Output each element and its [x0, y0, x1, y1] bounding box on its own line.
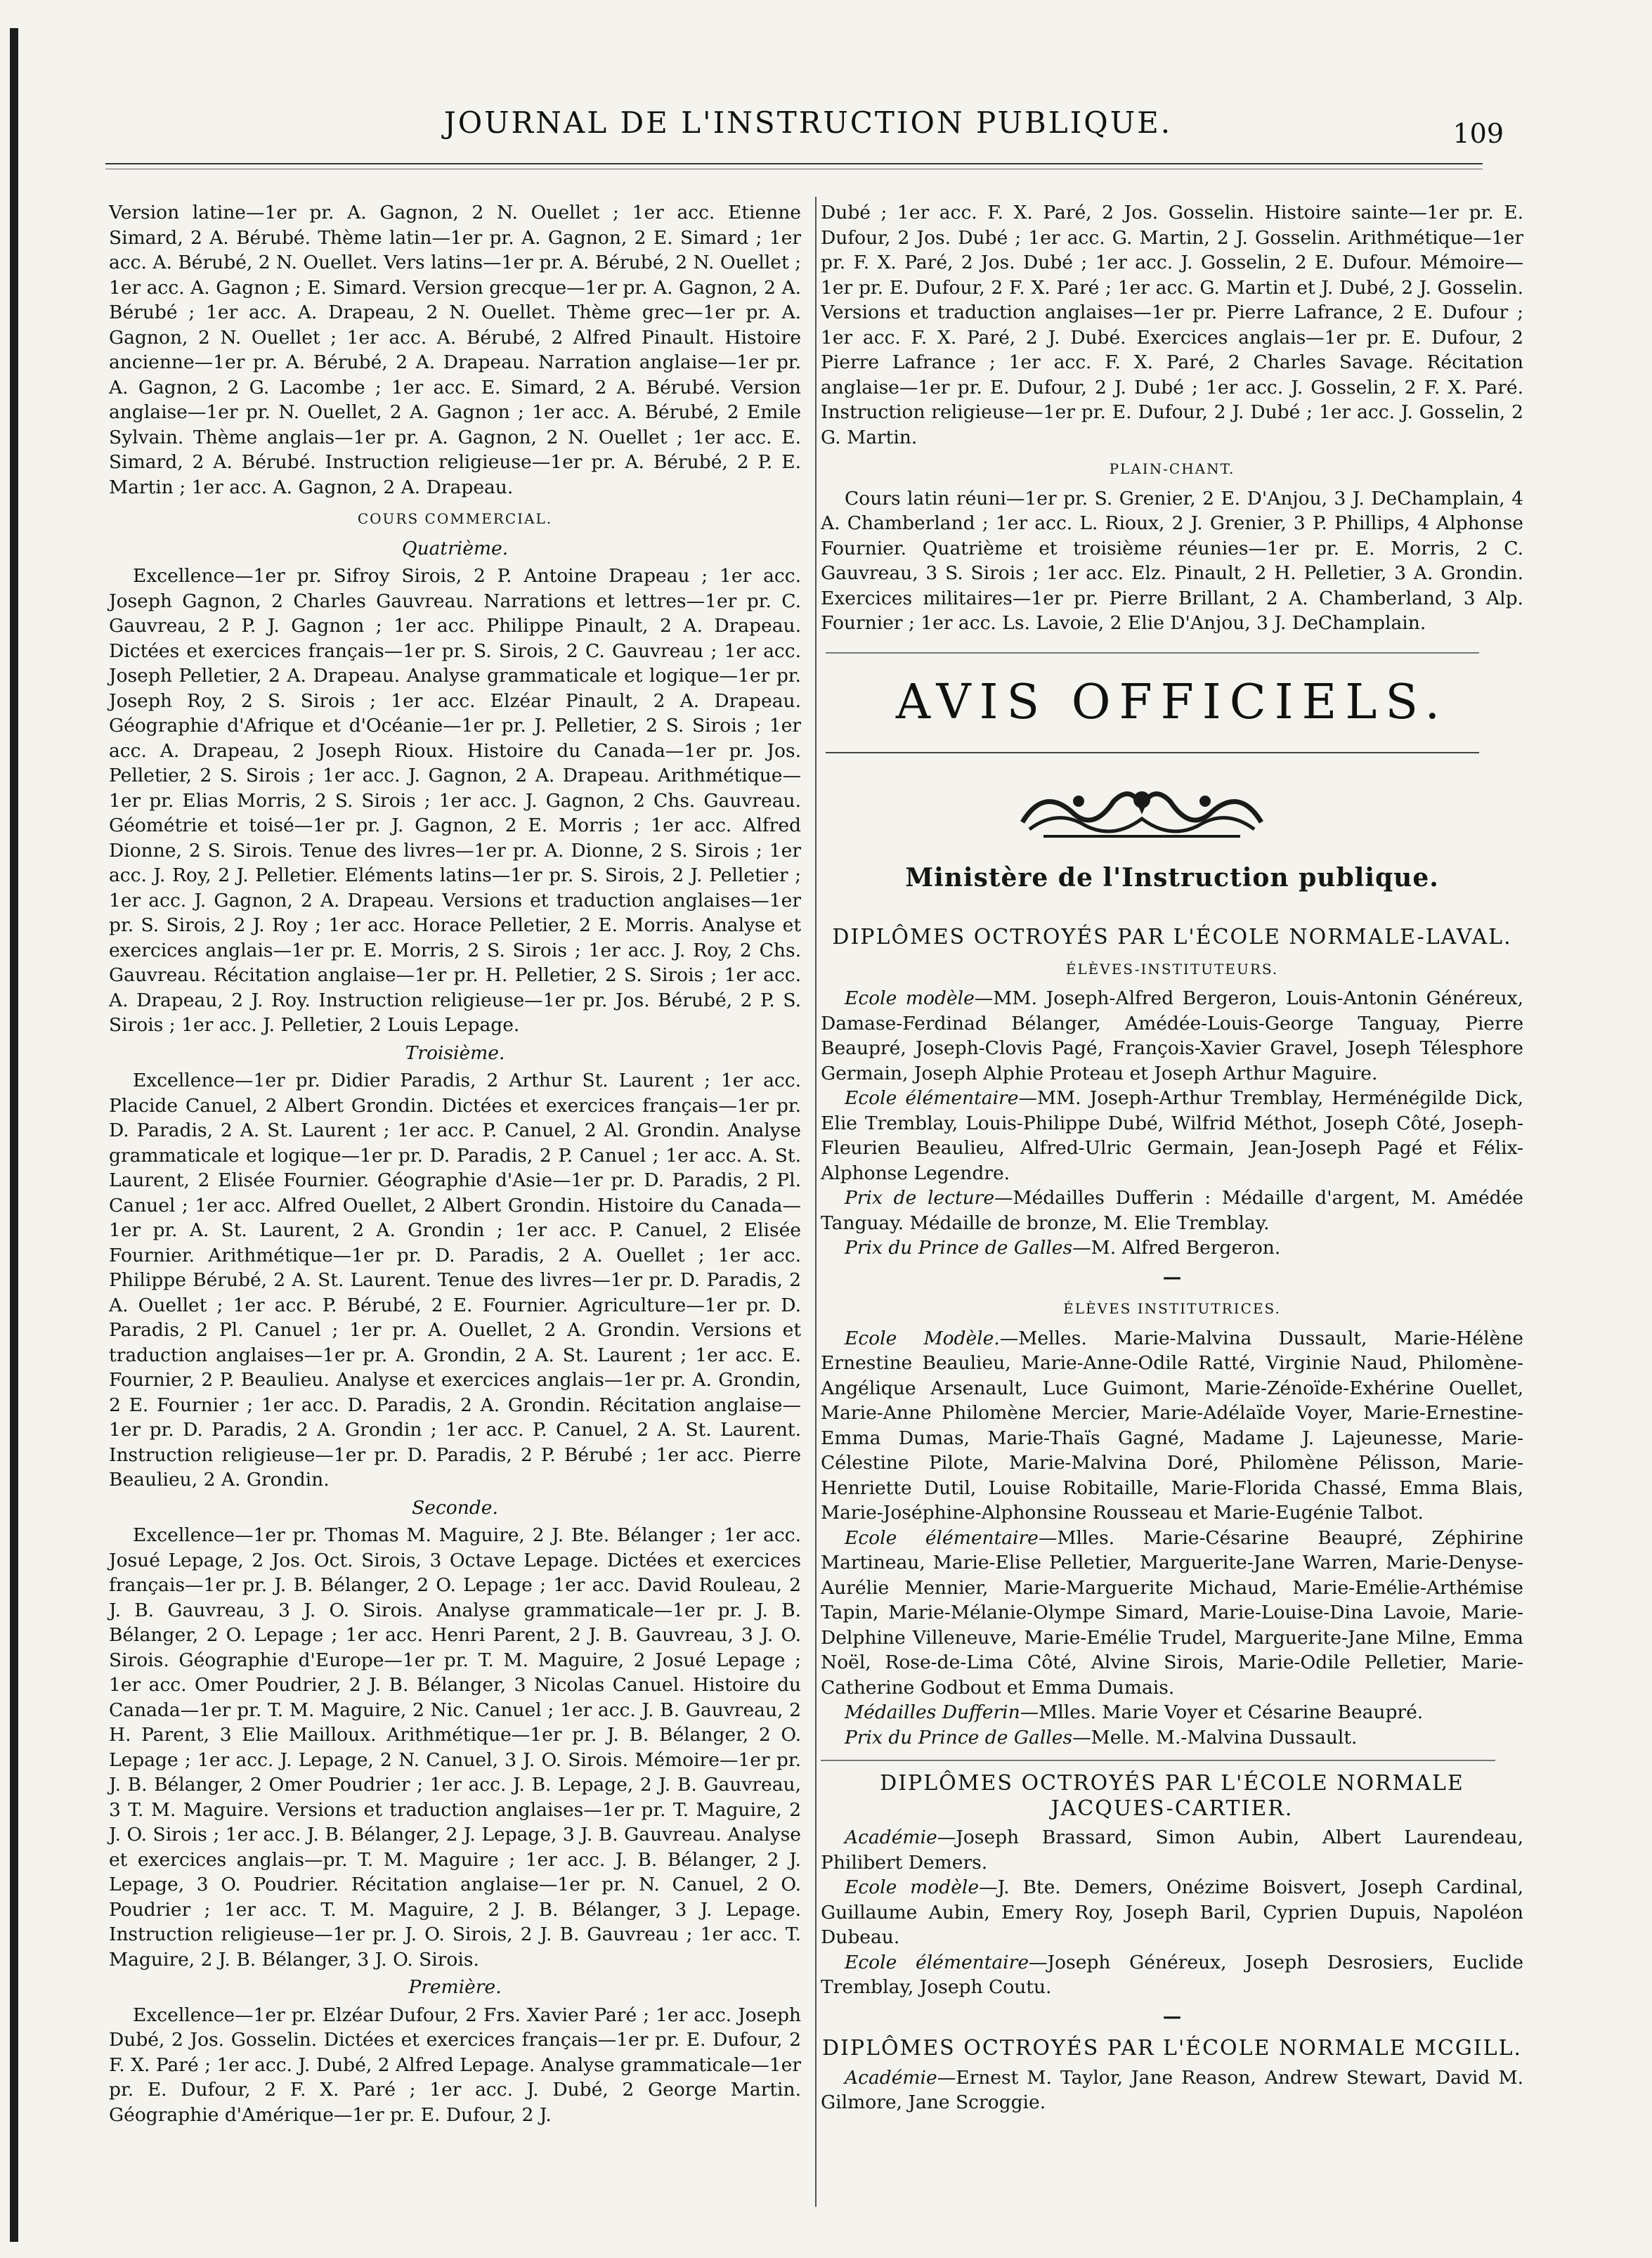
label-prix-prince: Prix du Prince de Galles — [845, 1237, 1073, 1259]
cours-commercial-heading: COURS COMMERCIAL. — [357, 510, 553, 527]
troisieme-heading: Troisième. — [405, 1042, 505, 1064]
quatrieme-heading: Quatrième. — [401, 537, 509, 559]
jc-modele-names: —J. Bte. Demers, Onézime Boisvert, Joseph Cardinal, Guillaume Aubin, Emery Roy, Joseph Baril, Cyprien Dupuis, Napoléon Dubeau. — [821, 1876, 1523, 1948]
laval-elementaire-names: —MM. Joseph-Arthur Tremblay, Herménégilde Dick, Elie Tremblay, Louis-Philippe Dubé, Wilfrid Méthot, Joseph Côté, Joseph-Fleurien Beaulieu, Alfred-Ulric Germain, Jean-Joseph Pagé et Félix-Alphonse Legendre. — [821, 1087, 1523, 1184]
premiere-heading: Première. — [408, 1976, 502, 1998]
f-prix-prince-paragraph — [821, 1725, 1523, 1751]
f-modele-paragraph — [821, 1326, 1523, 1526]
ornament-icon — [1015, 780, 1268, 843]
label-jc-academie: Académie — [845, 1826, 937, 1848]
f-prix-prince-names: —Melle. M.-Malvina Dussault. — [1072, 1726, 1358, 1748]
premiere-continuation-paragraph: Dubé ; 1er acc. F. X. Paré, 2 Jos. Gosselin. Histoire sainte—1er pr. E. Dufour, 2 Jos. Dubé ; 1er acc. G. Martin, 2 J. Gosselin. Arithmétique—1er pr. F. X. Paré, 2 Jos. Dubé ; 1er acc. J. Gosselin, 2 E. Dufour. Mémoire—1er pr. E. Dufour, 2 F. X. Paré ; 1er acc. G. Martin et J. Dubé, 2 J. Gosselin. Versions et traduction anglaises—1er pr. Pierre Lafrance, 2 E. Dufour ; 1er acc. F. X. Paré, 2 J. Dubé. Exercices anglais—1er pr. E. Dufour, 2 Pierre Lafrance ; 1er acc. F. X. Paré, 2 Charles Savage. Récitation anglaise—1er pr. E. Dufour, 2 J. Dubé ; 1er acc. J. Gosselin, 2 F. X. Paré. Instruction religieuse—1er pr. E. Dufour, 2 J. Dubé ; 1er acc. J. Gosselin, 2 G. Martin. — [821, 202, 1523, 448]
plain-chant-paragraph: Cours latin réuni—1er pr. S. Grenier, 2 E. D'Anjou, 3 J. DeChamplain, 4 A. Chamberland ; 1er acc. L. Rioux, 2 J. Grenier, 3 P. Phillips, 4 Alphonse Fournier. Quatrième et troisième réunies—1er pr. E. Morris, 2 C. Gauvreau, 3 S. Sirois ; 1er acc. Elz. Pinault, 2 H. Pelletier, 3 A. Grondin. Exercices militaires—1er pr. Pierre Brillant, 2 A. Chamberland, 3 Alp. Fournier ; 1er acc. Ls. Lavoie, 2 Elie D'Anjou, 3 J. DeChamplain. — [821, 487, 1523, 634]
laval-modele-paragraph — [821, 986, 1523, 1086]
laval-modele-names: —MM. Joseph-Alfred Bergeron, Louis-Antonin Généreux, Damase-Ferdinad Bélanger, Amédée-Louis-George Tanguay, Pierre Beaupré, Joseph-Clovis Pagé, François-Xavier Gravel, Joseph Télesphore Germain, Joseph Alphie Proteau et Joseph Arthur Maguire. — [821, 987, 1523, 1084]
troisieme-paragraph: Excellence—1er pr. Didier Paradis, 2 Arthur St. Laurent ; 1er acc. Placide Canuel, 2 Albert Grondin. Dictées et exercices français—1er pr. D. Paradis, 2 A. St. Laurent ; 1er acc. P. Canuel, 2 Al. Grondin. Analyse grammaticale et logique—1er pr. D. Paradis, 2 P. Canuel ; 1er acc. A. St. Laurent, 2 Elisée Fournier. Géographie d'Asie—1er pr. D. Paradis, 2 Pl. Canuel ; 1er acc. Alfred Ouellet, 2 Albert Grondin. Histoire du Canada—1er pr. A. St. Laurent, 2 A. Grondin ; 1er acc. P. Canuel, 2 Elisée Fournier. Arithmétique—1er pr. D. Paradis, 2 A. Ouellet ; 1er acc. Philippe Bérubé, 2 A. St. Laurent. Tenue des livres—1er pr. D. Paradis, 2 A. Ouellet ; 1er acc. P. Bérubé, 2 E. Fournier. Agriculture—1er pr. D. Paradis, 2 Pl. Canuel ; 1er pr. A. Ouellet, 2 A. Grondin. Versions et traduction anglaises—1er pr. A. Grondin, 2 A. St. Laurent ; 1er acc. E. Fournier, 2 P. Beaulieu. Analyse et exercices anglais—1er pr. A. Grondin, 2 E. Fournier ; 1er acc. D. Paradis, 2 A. Grondin. Récitation anglaise—1er pr. D. Paradis, 2 A. Grondin ; 1er acc. P. Canuel, 2 A. St. Laurent. Instruction religieuse—1er pr. D. Paradis, 2 P. Bérubé ; 1er acc. Pierre Beaulieu, 2 A. Grondin. — [109, 1070, 801, 1491]
f-medailles-paragraph — [821, 1700, 1523, 1725]
premiere-paragraph: Excellence—1er pr. Elzéar Dufour, 2 Frs. Xavier Paré ; 1er acc. Joseph Dubé, 2 Jos. Gosselin. Dictées et exercices français—1er pr. E. Dufour, 2 F. X. Paré ; 1er acc. J. Dubé, 2 Alfred Lepage. Analyse grammaticale—1er pr. E. Dufour, 2 F. X. Paré ; 1er acc. J. Dubé, 2 George Martin. Géographie d'Amérique—1er pr. E. Dufour, 2 J. — [109, 2004, 801, 2126]
f-elementaire-paragraph — [821, 1526, 1523, 1701]
prix-lecture-names: —Médailles Dufferin : Médaille d'argent, M. Amédée Tanguay. Médaille de bronze, M. Elie Tremblay. — [821, 1187, 1523, 1234]
page-number: 109 — [1452, 118, 1504, 149]
jc-modele-paragraph — [821, 1875, 1523, 1950]
mcgill-heading: DIPLÔMES OCTROYÉS PAR L'ÉCOLE NORMALE MCGILL. — [821, 2036, 1523, 2061]
label-jc-modele: Ecole modèle — [845, 1876, 980, 1898]
quatrieme-paragraph: Excellence—1er pr. Sifroy Sirois, 2 P. Antoine Drapeau ; 1er acc. Joseph Gagnon, 2 Charles Gauvreau. Narrations et lettres—1er pr. C. Gauvreau, 2 P. J. Gagnon ; 1er acc. Philippe Pinault, 2 A. Drapeau. Dictées et exercices français—1er pr. S. Sirois, 2 C. Gauvreau ; 1er acc. Joseph Pelletier, 2 A. Drapeau. Analyse grammaticale et logique—1er pr. Joseph Roy, 2 S. Sirois ; 1er acc. Elzéar Pinault, 2 A. Drapeau. Géographie d'Afrique et d'Océanie—1er pr. J. Pelletier, 2 S. Sirois ; 1er acc. A. Drapeau, 2 Joseph Rioux. Histoire du Canada—1er pr. Jos. Pelletier, 2 S. Sirois ; 1er acc. J. Gagnon, 2 A. Drapeau. Arithmétique—1er pr. Elias Morris, 2 S. Sirois ; 1er acc. J. Gagnon, 2 Chs. Gauvreau. Géométrie et toisé—1er pr. J. Gagnon, 2 E. Morris ; 1er acc. Alfred Dionne, 2 S. Sirois. Tenue des livres—1er pr. A. Dionne, 2 S. Sirois ; 1er acc. J. Roy, 2 J. Pelletier. Eléments latins—1er pr. S. Sirois, 2 J. Pelletier ; 1er acc. J. Gagnon, 2 A. Drapeau. Versions et traduction anglaises—1er pr. S. Sirois, 2 J. Roy ; 1er acc. Horace Pelletier, 2 E. Morris. Analyse et exercices anglais—1er pr. E. Morris, 2 S. Sirois ; 1er acc. J. Roy, 2 Chs. Gauvreau. Récitation anglaise—1er pr. H. Pelletier, 2 S. Sirois ; 1er acc. A. Drapeau, 2 J. Roy. Instruction religieuse—1er pr. Jos. Bérubé, 2 P. S. Sirois ; 1er acc. J. Pelletier, 2 Louis Lepage. — [109, 565, 801, 1036]
eleves-instituteurs-heading: ÉLÈVES-INSTITUTEURS. — [1065, 960, 1279, 978]
dash-separator: — — [1162, 1266, 1182, 1288]
f-medailles-names: —Mlles. Marie Voyer et Césarine Beaupré. — [1020, 1701, 1424, 1723]
label-f-medailles: Médailles Dufferin — [845, 1701, 1020, 1723]
label-ecole-elementaire: Ecole élémentaire — [845, 1087, 1019, 1109]
avis-officiels-title: AVIS OFFICIELS. — [895, 675, 1449, 730]
seconde-heading: Seconde. — [412, 1496, 498, 1519]
label-f-ecole-modele: Ecole Modèle. — [845, 1327, 1000, 1349]
jc-academie-names: —Joseph Brassard, Simon Aubin, Albert Laurendeau, Philibert Demers. — [821, 1826, 1523, 1874]
page-binding-edge — [10, 28, 18, 2242]
f-elementaire-names: —Mlles. Marie-Césarine Beaupré, Zéphirine Martineau, Marie-Elise Pelletier, Marguerite-Jane Warren, Marie-Denyse-Aurélie Mennier, Marie-Marguerite Michaud, Marie-Emélie-Arthémise Tapin, Marie-Mélanie-Olympe Simard, Marie-Louise-Dina Lavoie, Marie-Delphine Villeneuve, Marie-Emélie Trudel, Marguerite-Jane Milne, Emma Noël, Rose-de-Lima Côté, Alvine Sirois, Marie-Odile Pelletier, Marie-Catherine Godbout et Emma Dumais. — [821, 1526, 1523, 1699]
jc-elementaire-paragraph — [821, 1950, 1523, 2000]
classics-prizes-paragraph: Version latine—1er pr. A. Gagnon, 2 N. Ouellet ; 1er acc. Etienne Simard, 2 A. Bérubé. Thème latin—1er pr. A. Gagnon, 2 E. Simard ; 1er acc. A. Bérubé, 2 N. Ouellet. Vers latins—1er pr. A. Bérubé, 2 N. Ouellet ; 1er acc. A. Gagnon ; E. Simard. Version grecque—1er pr. A. Gagnon, 2 A. Bérubé ; 1er acc. A. Drapeau, 2 N. Ouellet. Thème grec—1er pr. A. Gagnon, 2 N. Ouellet ; 1er acc. A. Bérubé, 2 Alfred Pinault. Histoire ancienne—1er pr. A. Bérubé, 2 A. Drapeau. Narration anglaise—1er pr. A. Gagnon, 2 G. Lacombe ; 1er acc. E. Simard, 2 A. Bérubé. Version anglaise—1er pr. N. Ouellet, 2 A. Gagnon ; 1er acc. A. Bérubé, 2 Emile Sylvain. Thème anglais—1er pr. A. Gagnon, 2 N. Ouellet ; 1er acc. E. Simard, 2 A. Bérubé. Instruction religieuse—1er pr. A. Bérubé, 2 P. E. Martin ; 1er acc. A. Gagnon, 2 A. Drapeau. — [109, 202, 801, 498]
label-ecole-modele: Ecole modèle — [845, 987, 975, 1009]
section-separator — [821, 1760, 1495, 1761]
prix-prince-paragraph — [821, 1235, 1523, 1261]
label-jc-elementaire: Ecole élémentaire — [845, 1951, 1029, 1973]
f-modele-names: —Melles. Marie-Malvina Dussault, Marie-Hélène Ernestine Beaulieu, Marie-Anne-Odile Ratté, Virginie Naud, Philomène-Angélique Arsenault, Luce Guimont, Marie-Zénoïde-Exhérine Ouellet, Marie-Anne Philomène Mercier, Marie-Adélaïde Voyer, Marie-Ernestine-Emma Dumas, Marie-Thaïs Gagné, Madame J. Lajeunesse, Marie-Célestine Pilote, Marie-Malvina Doré, Philomène Pélisson, Marie-Henriette Dutil, Louise Robitaille, Marie-Florida Chassé, Emma Blais, Marie-Joséphine-Alphonsine Rousseau et Marie-Eugénie Talbot. — [821, 1327, 1523, 1524]
jc-elementaire-names: —Joseph Généreux, Joseph Desrosiers, Euclide Tremblay, Joseph Coutu. — [821, 1951, 1524, 1998]
plain-chant-heading: PLAIN-CHANT. — [1109, 460, 1235, 477]
laval-diplomas-heading: DIPLÔMES OCTROYÉS PAR L'ÉCOLE NORMALE-LAVAL. — [832, 925, 1512, 949]
jacques-cartier-heading: DIPLÔMES OCTROYÉS PAR L'ÉCOLE NORMALE JACQUES-CARTIER. — [880, 1771, 1464, 1821]
dash-separator-2: — — [1162, 2005, 1182, 2027]
seconde-paragraph: Excellence—1er pr. Thomas M. Maguire, 2 J. Bte. Bélanger ; 1er acc. Josué Lepage, 2 Jos. Oct. Sirois, 3 Octave Lepage. Dictées et exercices français—1er pr. J. B. Bélanger, 2 O. Lepage ; 1er acc. David Rouleau, 2 J. B. Gauvreau, 3 J. O. Sirois. Analyse grammaticale—1er pr. J. B. Bélanger, 2 O. Lepage ; 1er acc. Henri Parent, 2 J. B. Gauvreau, 3 J. O. Sirois. Géographie d'Europe—1er pr. T. M. Maguire, 2 Josué Lepage ; 1er acc. Omer Poudrier, 2 J. B. Bélanger, 3 Nicolas Canuel. Histoire du Canada—1er pr. T. M. Maguire, 2 Nic. Canuel ; 1er acc. J. B. Gauvreau, 2 H. Parent, 3 Elie Mailloux. Arithmétique—1er pr. J. B. Bélanger, 2 O. Lepage ; 1er acc. J. Lepage, 2 N. Canuel, 3 J. O. Sirois. Mémoire—1er pr. J. B. Bélanger, 2 Omer Poudrier ; 1er acc. J. B. Lepage, 2 J. B. Gauvreau, 3 T. M. Maguire. Versions et traduction anglaises—1er pr. T. Maguire, 2 J. O. Sirois ; 1er acc. J. B. Bélanger, 2 J. Lepage, 3 J. B. Gauvreau. Analyse et exercices anglais—pr. T. M. Maguire ; 1er acc. J. B. Bélanger, 2 J. Lepage, 3 O. Poudrier. Récitation anglaise—1er pr. N. Canuel, 2 O. Poudrier ; 1er acc. T. M. Maguire, 2 J. B. Bélanger, 3 J. Lepage. Instruction religieuse—1er pr. J. O. Sirois, 2 J. B. Gauvreau ; 1er acc. T. Maguire, 2 J. B. Bélanger, 3 J. O. Sirois. — [109, 1524, 801, 1971]
section-rule — [826, 652, 1479, 654]
right-column-bottom — [821, 921, 1523, 2115]
mcgill-academie-names: —Ernest M. Taylor, Jane Reason, Andrew Stewart, David M. Gilmore, Jane Scroggie. — [821, 2066, 1523, 2113]
header-rule — [105, 163, 1483, 164]
prix-lecture-paragraph — [821, 1186, 1523, 1235]
label-mcgill-academie: Académie — [845, 2066, 937, 2089]
column-divider — [815, 197, 817, 2207]
label-f-ecole-elementaire: Ecole élémentaire — [845, 1526, 1039, 1549]
label-f-prix-prince: Prix du Prince de Galles — [845, 1726, 1073, 1748]
jc-academie-paragraph — [821, 1825, 1523, 1875]
label-prix-lecture: Prix de lecture — [845, 1187, 995, 1209]
mcgill-academie-paragraph — [821, 2065, 1523, 2115]
left-column — [109, 200, 801, 2127]
right-column-top — [821, 200, 1523, 636]
journal-title: JOURNAL DE L'INSTRUCTION PUBLIQUE. — [443, 105, 1173, 140]
eleves-institutrices-heading: ÉLÈVES INSTITUTRICES. — [1063, 1300, 1281, 1317]
section-rule-bottom — [826, 752, 1479, 753]
laval-elementaire-paragraph — [821, 1086, 1523, 1186]
prix-prince-names: —M. Alfred Bergeron. — [1072, 1237, 1281, 1259]
ministere-heading: Ministère de l'Instruction publique. — [905, 863, 1439, 893]
